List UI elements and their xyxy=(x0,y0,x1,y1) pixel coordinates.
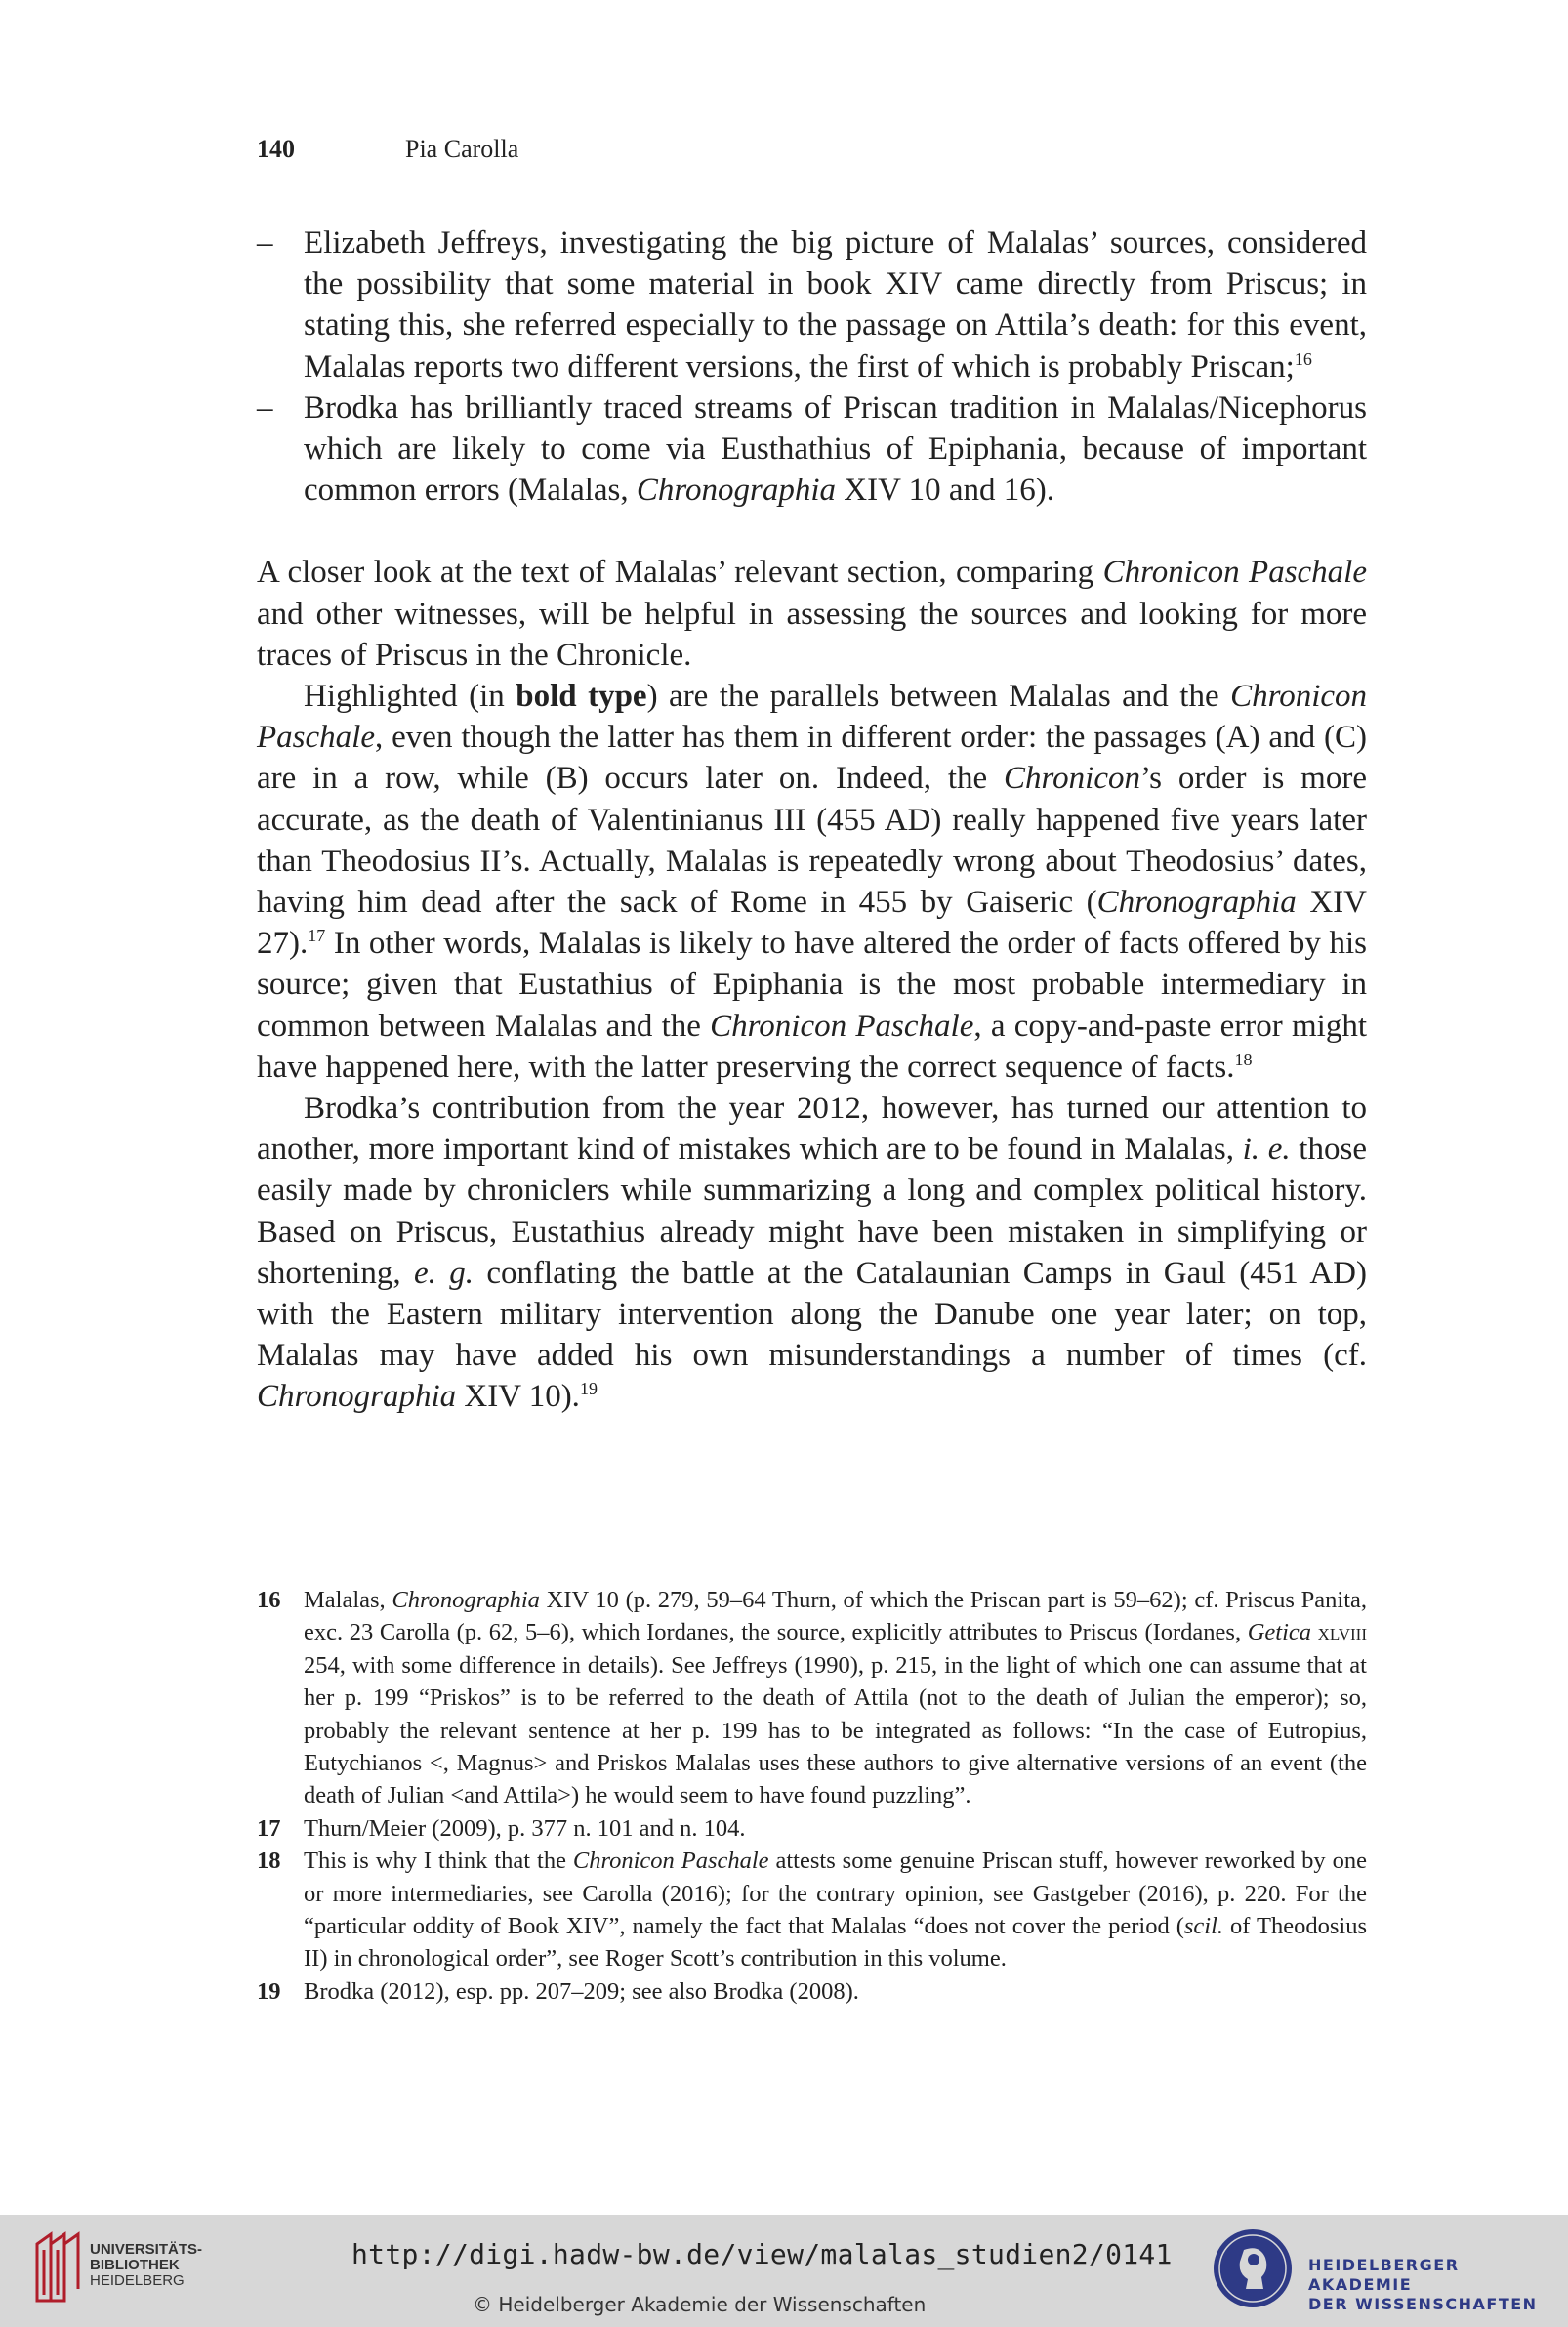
list-item: – Brodka has brilliantly traced streams of Priscan tradition in Malalas/Nicephorus which are likely to come via Eusthathius of Epiphania, because of important common errors (Malalas, Chronographia XIV 10 and 16). xyxy=(257,388,1367,512)
footnote-18: 18 This is why I think that the Chronicon Paschale attests some genuine Priscan stuff, however reworked by one or more intermediaries, see Carolla (2016); for the contrary opinion, see Gastgeber (2016), p. 220. For the “particular oddity of Book XIV”, namely the fact that Malalas “does not cover the period (scil. of Theodosius II) in chronological order”, see Roger Scott’s contribution in this volume. xyxy=(257,1848,1367,1973)
paragraph: A closer look at the text of Malalas’ relevant section, comparing Chronicon Paschale and other witnesses, will be helpful in assessing the sources and looking for more traces of Priscus in the Chronicle. xyxy=(257,555,1367,673)
paragraph: Highlighted (in bold type) are the parallels between Malalas and the Chronicon Paschale, even though the latter has them in different order: the passages (A) and (C) are in a row, while (B) occurs later on. Indeed, the Chronicon’s order is more accurate, as the death of Valentinianus III (455 AD) really happened five years later than Theodosius II’s. Actually, Malalas is repeatedly wrong about Theodosius’ dates, having him dead after the sack of Rome in 455 by Gaiseric (Chronographia XIV 27).$^{17}$ In other words, Malalas is likely to have altered the order of facts offered by his source; given that Eustathius of Epiphania is the most probable intermediary in common between Malalas and the Chronicon Paschale, a copy-and-paste error might have happened here, with the latter preserving the correct sequence of facts.$^{18}$ xyxy=(257,679,1368,1085)
dash-marker: – xyxy=(257,390,273,426)
dash-marker: – xyxy=(257,226,273,261)
footnote-17: 17 Thurn/Meier (2009), p. 377 n. 101 and n. 104. xyxy=(257,1814,746,1842)
page-number: 140 xyxy=(257,135,295,163)
library-name: UNIVERSITÄTS- BIBLIOTHEK HEIDELBERG xyxy=(90,2241,203,2289)
main-text xyxy=(257,223,1367,1418)
running-head-author: Pia Carolla xyxy=(405,135,519,163)
academy-name: HEIDELBERGER AKADEMIE DER WISSENSCHAFTEN xyxy=(1308,2256,1538,2313)
permalink-url[interactable]: http://digi.hadw-bw.de/view/malalas_studien2/0141 xyxy=(351,2238,1173,2270)
copyright-notice: © Heidelberger Akademie der Wissenschaften xyxy=(473,2293,927,2316)
academy-seal-icon[interactable] xyxy=(1211,2226,1295,2310)
running-header xyxy=(257,135,519,164)
footnote-ref-19[interactable]: 19 xyxy=(579,1379,598,1399)
footnote-16: 16 Malalas, Chronographia XIV 10 (p. 279, 59–64 Thurn, of which the Priscan part is 59–62); cf. Priscus Panita, exc. 23 Carolla (p. 62, 5–6), which Iordanes, the source, explicitly attributes to Priscus (Iordanes, Getica xlviii 254, with some difference in details). See Jeffreys (1990), p. 215, in the light of which one can assume that at her p. 199 “Priskos” is to be referred to the death of Attila (not to the death of Julian the emperor); so, probably the relevant sentence at her p. 199 has to be integrated as follows: “In the case of Eutropius, Eutychianos <, Magnus> and Priskos Malalas uses these authors to give alternative versions of an event (the death of Julian <and Attila>) he would seem to have found puzzling”. xyxy=(257,1587,1368,1809)
footnote-ref-16[interactable]: 16 xyxy=(1294,349,1312,369)
bullet-list xyxy=(257,223,1367,511)
footnote-19: 19 Brodka (2012), esp. pp. 207–209; see also Brodka (2008). xyxy=(257,1977,859,2005)
footnote-ref-17[interactable]: 17 xyxy=(308,926,326,946)
library-logo-icon[interactable] xyxy=(33,2230,86,2305)
footnotes xyxy=(257,1584,1367,2008)
footnote-ref-18[interactable]: 18 xyxy=(1234,1049,1253,1069)
list-item: – Elizabeth Jeffreys, investigating the big picture of Malalas’ sources, considered the possibility that some material in book XIV came directly from Priscus; in stating this, she referred especially to the passage on Attila’s death: for this event, Malalas reports two different versions, the first of which is probably Priscan;$^{16}$ xyxy=(257,223,1367,388)
viewer-footer xyxy=(0,2215,1568,2327)
paragraph: Brodka’s contribution from the year 2012, however, has turned our attention to another, more important kind of mistakes which are to be found in Malalas, i. e. those easily made by chroniclers while summarizing a long and complex political history. Based on Priscus, Eustathius already might have been mistaken in simplifying or shortening, e. g. conflating the battle at the Catalaunian Camps in Gaul (451 AD) with the Eastern military intervention along the Danube one year later; on top, Malalas may have added his own misunderstandings a number of times (cf. Chronographia XIV 10).$^{19}$ xyxy=(257,1091,1367,1415)
